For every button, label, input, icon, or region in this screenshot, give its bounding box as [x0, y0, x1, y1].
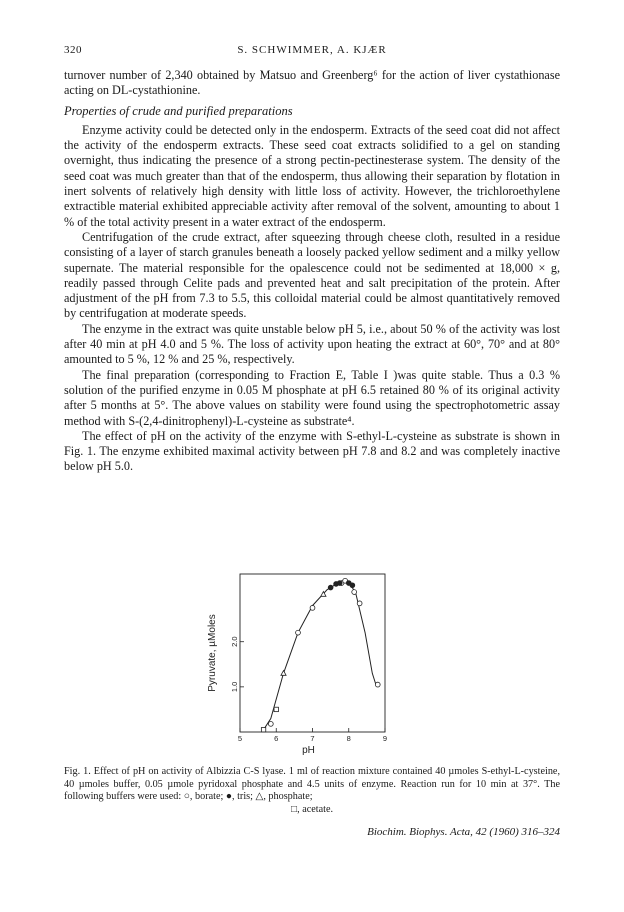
paragraph-continuation: turnover number of 2,340 obtained by Matsuo and Greenberg⁶ for the action of liver cystathionase acting on DL-cystathionine.	[64, 68, 560, 98]
paragraph-final-preparation: The final preparation (corresponding to Fraction E, Table I )was quite stable. Thus a 0.3 % solution of the purified enzyme in 0.05 M phosphate at pH 6.5 retained 80 % of its original activity after 5 months at 5°. The above values on stability were found using the spectrophotometric assay method with S-(2,4-dinitrophenyl)-L-cysteine as substrate⁴.	[64, 367, 560, 428]
paragraph-centrifugation: Centrifugation of the crude extract, after squeezing through cheese cloth, resulted in a residue consisting of a layer of starch granules beneath a loosely packed yellow sediment and a milky yellow supernate. The material responsible for the opalescence could not be sedimented at 18,000 × g, readily passed through Celite pads and prevented heat and salt precipitation of the protein. After adjustment of the pH from 7.3 to 5.5, this colloidal material could be almost quantitatively removed by centrifugation at moderate speeds.	[64, 229, 560, 321]
tris-point	[337, 581, 342, 586]
acetate-point	[261, 728, 265, 732]
borate-point	[310, 605, 315, 610]
x-tick-label: 9	[382, 734, 388, 743]
borate-point	[268, 721, 273, 726]
journal-citation: Biochim. Biophys. Acta, 42 (1960) 316–324	[367, 826, 560, 838]
x-tick-label: 8	[346, 734, 351, 743]
x-tick-label: 6	[274, 734, 279, 743]
borate-point	[296, 630, 301, 635]
x-axis-label: pH	[302, 745, 315, 756]
phosphate-point	[281, 671, 286, 676]
running-title: S. SCHWIMMER, A. KJÆR	[237, 44, 387, 56]
main-text	[64, 68, 560, 475]
caption-text: Fig. 1. Effect of pH on activity of Albizzia C-S lyase. 1 ml of reaction mixture contained 40 µmoles S-ethyl-L-cysteine, 40 µmoles buffer, 0.05 µmole pyridoxal phosphate and 4.5 units of enzyme. Reaction run for 10 min at 37°. The following buffers were used: ○, borate; ●, tris; △, phosphate;	[64, 766, 560, 803]
borate-point	[352, 590, 357, 595]
borate-point	[357, 601, 362, 606]
y-tick-label: 1.0	[230, 681, 239, 693]
paragraph-ph-effect: The effect of pH on the activity of the enzyme with S-ethyl-L-cysteine as substrate is shown in Fig. 1. The enzyme exhibited maximal activity between pH 7.8 and 8.2 and was completely inactive below pH 5.0.	[64, 428, 560, 474]
caption-text-end: □, acetate.	[290, 803, 334, 815]
x-tick-label: 7	[310, 734, 315, 743]
borate-point	[375, 682, 380, 687]
page-number: 320	[64, 44, 82, 56]
page-header	[64, 44, 560, 60]
x-tick-label: 5	[237, 734, 243, 743]
plot-frame	[240, 574, 385, 732]
acetate-point	[274, 707, 278, 711]
tris-point	[328, 585, 333, 590]
paragraph-stability: The enzyme in the extract was quite unstable below pH 5, i.e., about 50 % of the activity was lost after 40 min at pH 4.0 and 5 %. The loss of activity upon heating the extract at 60°, 70° and at 80° amounted to 5 %, 12 % and 25 %, respectively.	[64, 321, 560, 367]
figure-caption	[64, 766, 560, 816]
paragraph-enzyme-activity: Enzyme activity could be detected only in the endosperm. Extracts of the seed coat did not affect the activity of the endosperm extracts. These seed coat extracts solidified to a gel on standing overnight, thus indicating the presence of a strong pectin-pectinesterase system. The density of the seed coat was much greater than that of the endosperm, thus allowing their separation by flotation in inert solvents of relatively high density with little loss of activity. However, the trichloroethylene extractible material exhibited appreciable activity after removal of the solvent, amounting to about 1 % of the total activity present in a water extract of the endosperm.	[64, 122, 560, 229]
y-axis-label: Pyruvate, µMoles	[207, 614, 218, 692]
y-tick-label: 2.0	[230, 636, 239, 647]
tris-point	[350, 583, 355, 588]
section-heading: Properties of crude and purified preparations	[64, 103, 293, 118]
ph-activity-chart	[195, 562, 405, 760]
